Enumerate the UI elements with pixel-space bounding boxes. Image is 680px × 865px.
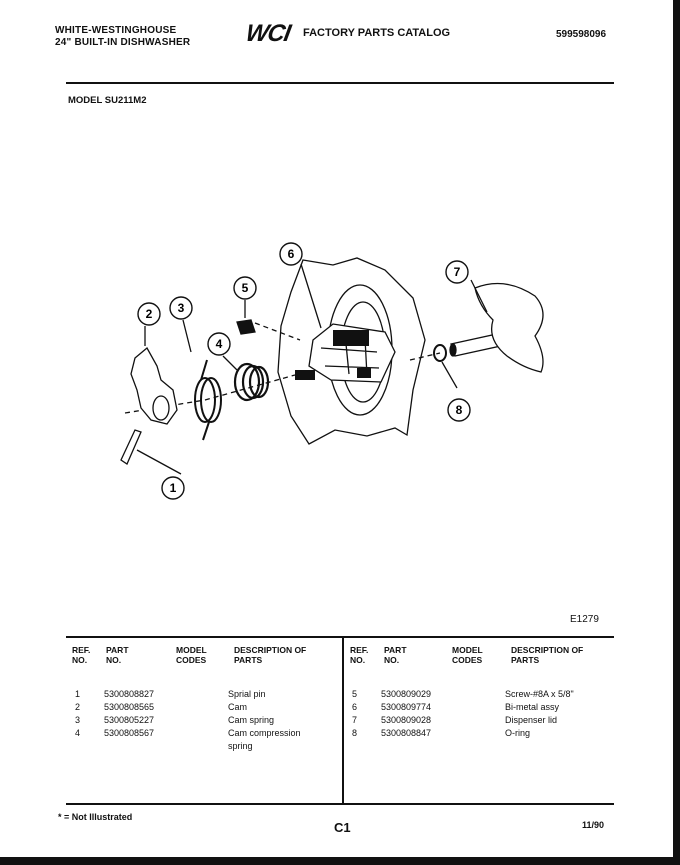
part-no: 5300809028 [381,715,432,725]
header-description-right: DESCRIPTION OF PARTS [511,645,584,665]
part-no: 5300808565 [104,702,155,712]
model-number: MODEL SU211M2 [68,95,147,106]
ref-no: 3 [75,715,81,725]
ref-no: 5 [352,689,358,699]
description: Dispenser lid [505,715,558,725]
description: Screw-#8A x 5/8" [505,689,574,699]
callout-label: 7 [453,265,461,279]
part-no: 5300805227 [104,715,155,725]
description: Cam [228,702,248,712]
header-model-codes-left: MODEL CODES [176,645,207,665]
header-model-codes-right: MODEL CODES [452,645,483,665]
scan-edge-right [673,0,680,865]
ref-no: 2 [75,702,81,712]
ref-no: 6 [352,702,358,712]
part-no: 5300809774 [381,702,432,712]
ref-no: 1 [75,689,81,699]
description: Cam compression spring [228,728,301,751]
header-part-no-left: PART NO. [106,645,129,665]
exploded-parts-diagram [95,240,565,510]
callout-label: 6 [287,247,295,261]
ref-no: 4 [75,728,81,738]
document-number: 599598096 [556,29,607,40]
callout-label: 5 [241,281,249,295]
part-no: 5300808567 [104,728,155,738]
header-ref-no-right: REF. NO. [350,645,369,665]
callout-label: 3 [177,301,185,315]
brand-block [55,25,190,49]
not-illustrated-note: * = Not Illustrated [58,812,133,822]
table-divider [342,636,344,803]
part-no: 5300808827 [104,689,155,699]
callout-label: 1 [169,481,177,495]
part-no: 5300808847 [381,728,432,738]
description: Cam spring [228,715,275,725]
brand-line-1: WHITE-WESTINGHOUSE [55,25,177,36]
part-no: 5300809029 [381,689,432,699]
callout-label: 4 [215,337,223,351]
scan-edge-bottom [0,857,680,865]
description: O-ring [505,728,531,738]
header-description-left: DESCRIPTION OF PARTS [234,645,307,665]
catalog-title: FACTORY PARTS CATALOG [303,27,451,39]
description: Bi-metal assy [505,702,560,712]
description: Sprial pin [228,689,266,699]
callout-label: 8 [455,403,463,417]
diagram-code: E1279 [570,614,599,625]
wci-logo: WCI [243,20,293,47]
header-rule [66,82,614,84]
ref-no: 8 [352,728,358,738]
catalog-date: 11/90 [582,820,605,830]
ref-no: 7 [352,715,358,725]
header-ref-no-left: REF. NO. [72,645,91,665]
header-part-no-right: PART NO. [384,645,407,665]
callout-label: 2 [145,307,153,321]
brand-line-2: 24" BUILT-IN DISHWASHER [55,37,191,48]
page-code: C1 [334,820,351,835]
